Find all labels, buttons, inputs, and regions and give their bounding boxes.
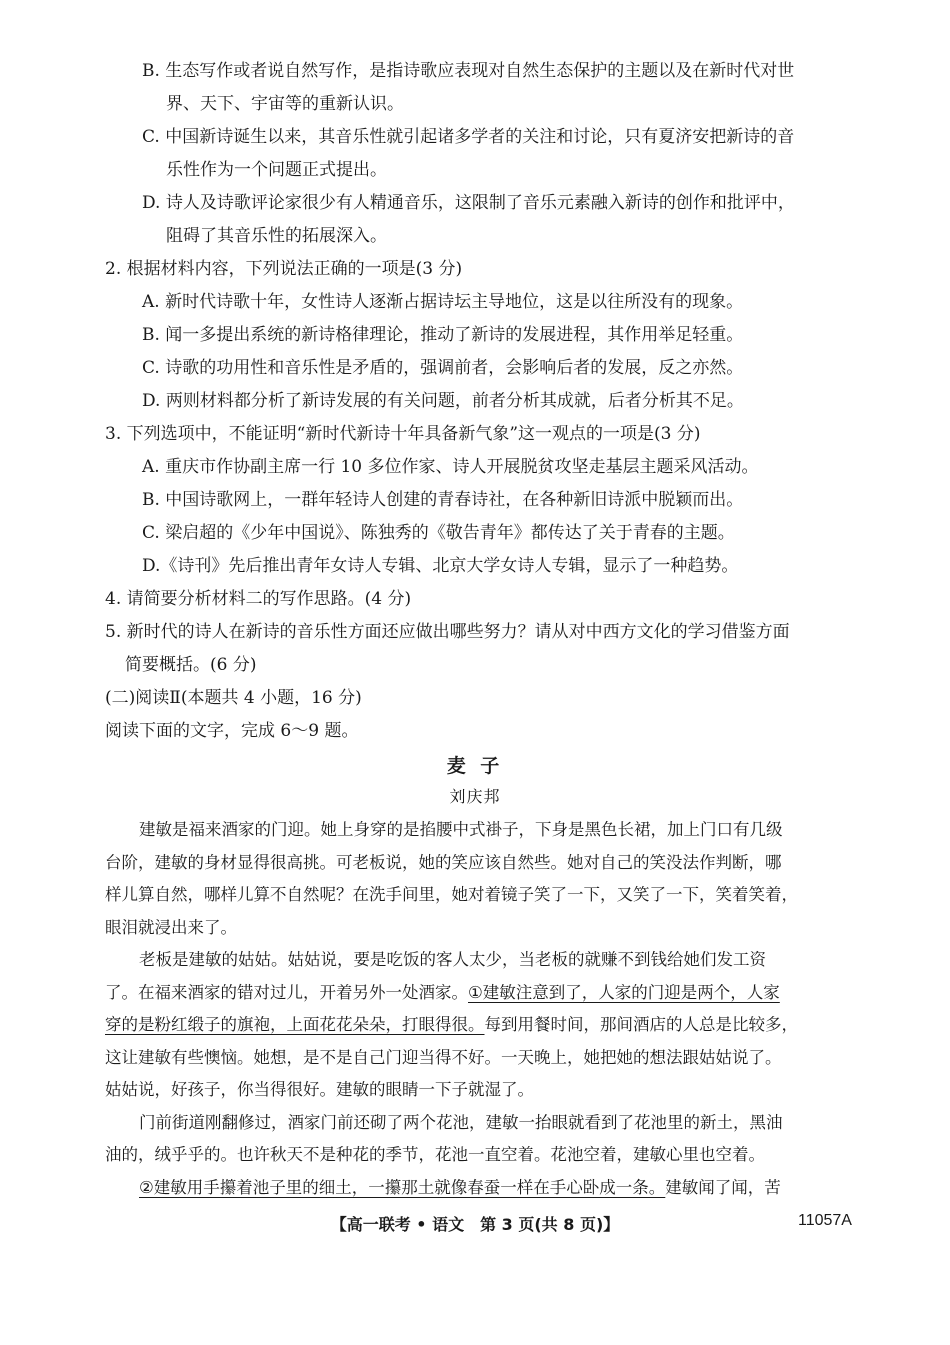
q1-option-d: D. 诗人及诗歌评论家很少有人精通音乐，这限制了音乐元素融入新诗的创作和批评中， [142,193,795,213]
p3-line-1: 门前街道刚翻修过，酒家门前还砌了两个花池，建敏一抬眼就看到了花池里的新土，黑油 [139,1112,783,1132]
section-instruction: 阅读下面的文字，完成 6～9 题。 [105,721,359,741]
p3-line-2: 油的，绒乎乎的。也许秋天不是种花的季节，花池一直空着。花池空着，建敏心里也空着。 [105,1145,765,1164]
p2-line-5: 姑姑说，好孩子，你当得很好。建敏的眼睛一下子就湿了。 [105,1080,534,1099]
p1-line-4: 眼泪就浸出来了。 [105,917,237,937]
q2-stem: 2. 根据材料内容，下列说法正确的一项是(3 分) [105,259,463,279]
q2-option-d: D. 两则材料都分析了新诗发展的有关问题，前者分析其成就，后者分析其不足。 [142,391,744,411]
p2-line-3 [105,1009,863,1042]
story-title: 麦 子 [446,755,504,777]
q4-stem: 4. 请简要分析材料二的写作思路。(4 分) [105,589,412,609]
question-2 [105,253,865,286]
p2-line-2 [105,977,863,1010]
q1-options [142,55,862,253]
underlined-sentence-2: ②建敏用手攥着池子里的细土，一攥那土就像春蚕一样在手心卧成一条。 [139,1177,666,1197]
section-heading: (二)阅读Ⅱ(本题共 4 小题，16 分) [105,688,362,708]
q3-options [142,451,862,583]
questions-4-5 [105,583,865,748]
question-3 [105,418,865,451]
q5-stem-cont: 简要概括。(6 分) [125,655,257,675]
q1-option-c: C. 中国新诗诞生以来，其音乐性就引起诸多学者的关注和讨论，只有夏济安把新诗的音 [142,127,795,147]
q2-option-c: C. 诗歌的功用性和音乐性是矛盾的，强调前者，会影响后者的发展，反之亦然。 [142,358,744,378]
p2-line-3-text: 每到用餐时间，那间酒店的人总是比较多， [484,1015,798,1034]
q3-stem: 3. 下列选项中，不能证明“新时代新诗十年具备新气象”这一观点的一项是(3 分) [105,424,701,444]
q1-option-c-cont: 乐性作为一个问题正式提出。 [166,160,387,180]
underlined-sentence-1-cont: 穿的是粉红缎子的旗袍，上面花花朵朵，打眼得很。 [105,1015,485,1034]
story-body [105,814,863,1204]
q2-option-b: B. 闻一多提出系统的新诗格律理论，推动了新诗的发展进程，其作用举足轻重。 [142,325,744,345]
q2-options [142,286,862,418]
footer-label: 【高一联考 • 语文 第 3 页(共 8 页)】 [330,1215,620,1234]
p4-line-1 [105,1172,863,1205]
underlined-sentence-1: ①建敏注意到了，人家的门迎是两个，人家 [468,982,780,1002]
q3-option-a: A. 重庆市作协副主席一行 10 多位作家、诗人开展脱贫攻坚走基层主题采风活动。 [142,457,759,477]
q5-stem: 5. 新时代的诗人在新诗的音乐性方面还应做出哪些努力？请从对中西方文化的学习借鉴方面 [105,622,790,642]
p2-line-1: 老板是建敏的姑姑。姑姑说，要是吃饭的客人太少，当老板的就赚不到钱给她们发工资 [139,950,766,969]
story-author: 刘庆邦 [449,787,501,806]
p2-line-2-text: 了。在福来酒家的错对过儿，开着另外一处酒家。 [105,982,468,1002]
p1-line-2: 台阶，建敏的身材显得很高挑。可老板说，她的笑应该自然些。她对自己的笑没法作判断，哪 [105,852,782,872]
q1-option-d-cont: 阻碍了其音乐性的拓展深入。 [166,226,387,246]
q2-option-a: A. 新时代诗歌十年，女性诗人逐渐占据诗坛主导地位，这是以往所没有的现象。 [142,292,744,312]
q3-option-c: C. 梁启超的《少年中国说》、陈独秀的《敬告青年》都传达了关于青春的主题。 [142,523,735,543]
q1-option-b: B. 生态写作或者说自然写作，是指诗歌应表现对自然生态保护的主题以及在新时代对世 [142,61,795,81]
q1-option-b-cont: 界、天下、宇宙等的重新认识。 [166,94,404,114]
p2-line-4: 这让建敏有些懊恼。她想，是不是自己门迎当得不好。一天晚上，她把她的想法跟姑姑说了。 [105,1047,782,1067]
q3-option-b: B. 中国诗歌网上，一群年轻诗人创建的青春诗社，在各种新旧诗派中脱颖而出。 [142,490,744,510]
paper-code: 11057A [798,1212,852,1229]
p1-line-3: 样儿算自然，哪样儿算不自然呢？在洗手间里，她对着镜子笑了一下，又笑了一下，笑着笑着， [105,885,798,904]
p1-line-1: 建敏是福来酒家的门迎。她上身穿的是掐腰中式褂子，下身是黑色长裙，加上门口有几级 [139,820,783,839]
p4-line-1-text: 建敏闻了闻，苦 [665,1177,781,1197]
q3-option-d: D.《诗刊》先后推出青年女诗人专辑、北京大学女诗人专辑，显示了一种趋势。 [142,556,739,576]
